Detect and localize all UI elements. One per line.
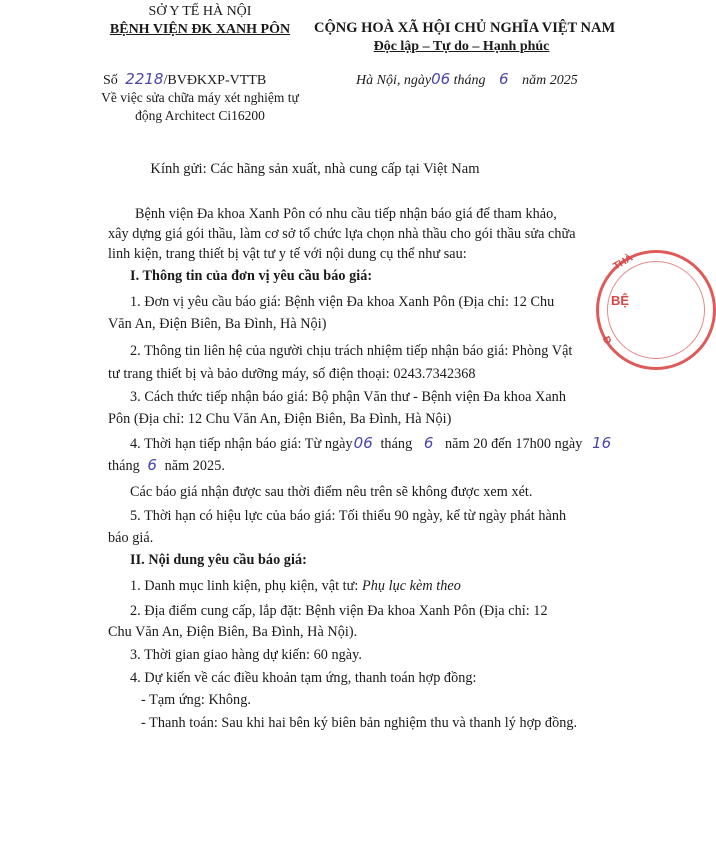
s1-item5-line1: 5. Thời hạn có hiệu lực của báo giá: Tối thiểu 90 ngày, kể từ ngày phát hành [130,508,567,524]
country-name: CỘNG HOÀ XÃ HỘI CHỦ NGHĨA VIỆT NAM [314,20,616,36]
s1-item4-day2-handwritten: 16 [592,434,612,452]
s1-item4-month2-handwritten: 6 [147,456,157,474]
s1-item1-line2: Văn An, Điện Biên, Ba Đình, Hà Nội) [108,316,327,332]
subject-line-2: động Architect Ci16200 [135,108,265,123]
date-month-handwritten: 6 [499,70,509,88]
s2-item1-prefix: 1. Danh mục linh kiện, phụ kiện, vật tư: [130,578,362,594]
s2-sub-a: - Tạm ứng: Không. [141,692,251,708]
s1-item4-p2: tháng [380,436,413,452]
seal-text-mid: BỆ [611,293,630,308]
so-code: /BVĐKXP-VTTB [163,73,267,88]
s1-item4-p3: năm 20 đến 17h00 ngày [445,436,583,452]
date-month-label: tháng [453,73,486,88]
s1-item4-p4: tháng [108,458,140,474]
national-motto [314,39,609,55]
s2-item1 [130,578,461,595]
intro-line-2: xây dựng giá gói thầu, làm cơ sở tổ chức lựa chọn nhà thầu cho gói thầu sửa chữa [108,226,576,242]
s1-item2-line1: 2. Thông tin liên hệ của người chịu trách nhiệm tiếp nhận báo giá: Phòng Vật [130,343,573,359]
s1-item3-line2: Pôn (Địa chỉ: 12 Chu Văn An, Điện Biên, Ba Đình, Hà Nội) [108,411,452,427]
s2-item2-line2: Chu Văn An, Điện Biên, Ba Đình, Hà Nội). [108,624,358,640]
addressee: Kính gửi: Các hãng sản xuất, nhà cung cấp tại Việt Nam [150,161,480,177]
document-number [103,70,266,89]
s1-item4-line2 [108,456,225,475]
s2-sub-b: - Thanh toán: Sau khi hai bên ký biên bản nghiệm thu và thanh lý hợp đồng. [141,715,578,731]
official-seal-stamp [596,250,716,370]
s1-item4-month1-handwritten: 6 [423,434,434,452]
ministry-name: SỞ Y TẾ HÀ NỘI [148,4,252,19]
date-prefix: Hà Nội, ngày [356,73,432,88]
s1-item3-line1: 3. Cách thức tiếp nhận báo giá: Bộ phận Văn thư - Bệnh viện Đa khoa Xanh [130,389,566,405]
section-1-title: I. Thông tin của đơn vị yêu cầu báo giá: [130,268,373,284]
section-2-title: II. Nội dung yêu cầu báo giá: [130,552,307,568]
national-motto-text: Độc lập – Tự do – Hạnh phúc [373,39,550,54]
hospital-name [95,22,305,38]
so-label: Số [103,73,118,88]
s1-note: Các báo giá nhận được sau thời điểm nêu trên sẽ không được xem xét. [130,484,533,500]
s1-item5-line2: báo giá. [108,530,154,546]
subject-line-1: Về việc sửa chữa máy xét nghiệm tự [101,90,299,105]
s1-item4-p5: năm 2025. [164,458,225,474]
seal-text-top: THÀ [611,252,635,273]
intro-line-1: Bệnh viện Đa khoa Xanh Pôn có nhu cầu tiếp nhận báo giá để tham khảo, [135,206,557,222]
s1-item1-line1: 1. Đơn vị yêu cầu báo giá: Bệnh viện Đa khoa Xanh Pôn (Địa chỉ: 12 Chu [130,294,555,310]
s1-item4-p1: 4. Thời hạn tiếp nhận báo giá: Từ ngày [130,436,353,452]
s2-item1-italic: Phụ lục kèm theo [361,578,461,594]
seal-inner-ring [607,261,705,359]
s2-item3: 3. Thời gian giao hàng dự kiến: 60 ngày. [130,647,362,663]
intro-line-3: linh kiện, trang thiết bị vật tư y tế với nội dung cụ thể như sau: [108,246,467,262]
s1-item4-line1 [130,434,611,453]
s1-item4-day1-handwritten: 06 [353,434,373,452]
s1-item2-line2: tư trang thiết bị và bảo dưỡng máy, số điện thoại: 0243.7342368 [108,366,476,382]
date-day-handwritten: 06 [431,70,451,88]
s2-item2-line1: 2. Địa điểm cung cấp, lắp đặt: Bệnh viện Đa khoa Xanh Pôn (Địa chỉ: 12 [130,603,548,619]
s2-item4: 4. Dự kiến về các điều khoản tạm ứng, thanh toán hợp đồng: [130,670,477,686]
seal-text-side: Đ [600,334,614,347]
place-date [356,70,578,89]
hospital-name-text: BỆNH VIỆN ĐK XANH PÔN [109,22,291,37]
date-year: năm 2025 [522,73,578,88]
so-number-handwritten: 2218 [125,70,164,88]
